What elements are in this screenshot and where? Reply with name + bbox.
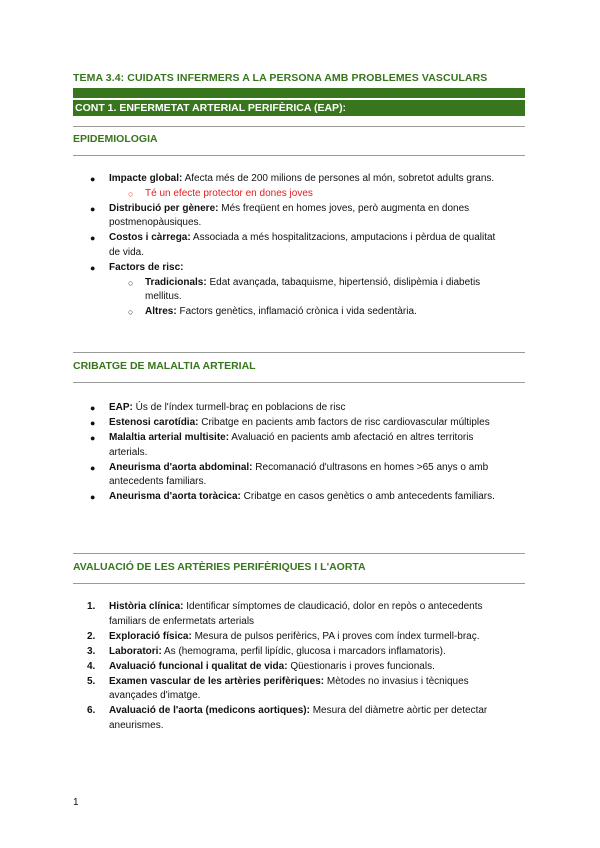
list-item: 6. Avaluació de l'aorta (medicons aortiques): Mesura del diàmetre aòrtic per detectar aneurismes. — [87, 705, 488, 731]
cribatge-list — [73, 401, 525, 505]
list-item: ● EAP: Ús de l'índex turmell-braç en poblacions de risc — [73, 401, 525, 416]
heading-avaluacio: AVALUACIÓ DE LES ARTÈRIES PERIFÈRIQUES I L'AORTA — [73, 561, 366, 573]
divider — [73, 352, 525, 353]
list-subitem — [73, 187, 525, 202]
list-item: 5. Examen vascular de les artèries perifèriques: Mètodes no invasius i tècniques avançades d'imatge. — [87, 675, 469, 701]
circle-bullet-icon: ○ — [128, 306, 134, 317]
avaluacio-list — [73, 600, 525, 734]
list-item: 2. Exploració física: Mesura de pulsos perifèrics, PA i proves com índex turmell-braç. — [87, 630, 480, 642]
divider — [73, 382, 525, 383]
page-number: 1 — [73, 797, 79, 808]
list-subitem: ○ Altres: Factors genètics, inflamació crònica i vida sedentària. — [73, 305, 525, 320]
circle-bullet-icon: ○ — [128, 277, 134, 288]
bullet-icon: ● — [90, 174, 96, 184]
section-bar: CONT 1. ENFERMETAT ARTERIAL PERIFÈRICA (EAP): — [73, 100, 525, 116]
heading-epidemiologia: EPIDEMIOLOGIA — [73, 133, 158, 145]
heading-cribatge: CRIBATGE DE MALALTIA ARTERIAL — [73, 360, 256, 372]
list-item: ● Aneurisma d'aorta toràcica: Cribatge en casos genètics o amb antecedents familiars. — [73, 490, 525, 505]
list-item: ● Costos i càrrega: Associada a més hospitalitzacions, amputacions i pèrdua de qualitat de vida. — [90, 232, 496, 258]
decorative-bar — [73, 88, 525, 98]
list-item: ● Malaltia arterial multisite: Avaluació en pacients amb afectació en altres territoris arterials. — [90, 432, 474, 458]
bullet-icon: ● — [90, 418, 96, 428]
list-item: ● Impacte global: Afecta més de 200 milions de persones al món, sobretot adults grans. — [73, 172, 525, 187]
divider — [73, 553, 525, 554]
list-subitem: ○ Tradicionals: Edat avançada, tabaquisme, hipertensió, dislipèmia i diabetis mellitus. — [128, 276, 481, 302]
divider — [73, 155, 525, 156]
bullet-icon: ● — [90, 403, 96, 413]
list-item: 4. Avaluació funcional i qualitat de vida: Qüestionaris i proves funcionals. — [87, 660, 435, 672]
bullet-icon: ● — [90, 462, 96, 473]
divider — [73, 583, 525, 584]
list-item: 3. Laboratori: As (hemograma, perfil lipídic, glucosa i marcadors inflamatoris). — [87, 645, 446, 657]
circle-bullet-icon: ○ — [128, 189, 134, 199]
bullet-icon: ● — [90, 203, 96, 214]
note-text: Té un efecte protector en dones joves — [145, 188, 313, 199]
bullet-icon: ● — [90, 433, 96, 443]
list-item: ● Distribució per gènere: Més freqüent en homes joves, però augmenta en dones postmenopàusiques. — [90, 202, 470, 228]
document-title: TEMA 3.4: CUIDATS INFERMERS A LA PERSONA AMB PROBLEMES VASCULARS — [73, 72, 488, 84]
epidemiologia-list — [73, 172, 525, 319]
divider — [73, 126, 525, 127]
list-item: ● Aneurisma d'aorta abdominal: Recomanació d'ultrasons en homes >65 anys o amb antecedents familiars. — [90, 461, 489, 487]
list-item: ● Estenosi carotídia: Cribatge en pacients amb factors de risc cardiovascular múltiples — [73, 416, 525, 431]
bullet-icon: ● — [90, 262, 96, 273]
bullet-icon: ● — [90, 233, 96, 243]
list-item: ● Factors de risc: — [73, 261, 525, 276]
list-item: 1. Història clínica: Identificar símptomes de claudicació, dolor en repòs o antecedents familiars de enfermetats arterials — [87, 601, 483, 627]
bullet-icon: ● — [90, 492, 96, 502]
